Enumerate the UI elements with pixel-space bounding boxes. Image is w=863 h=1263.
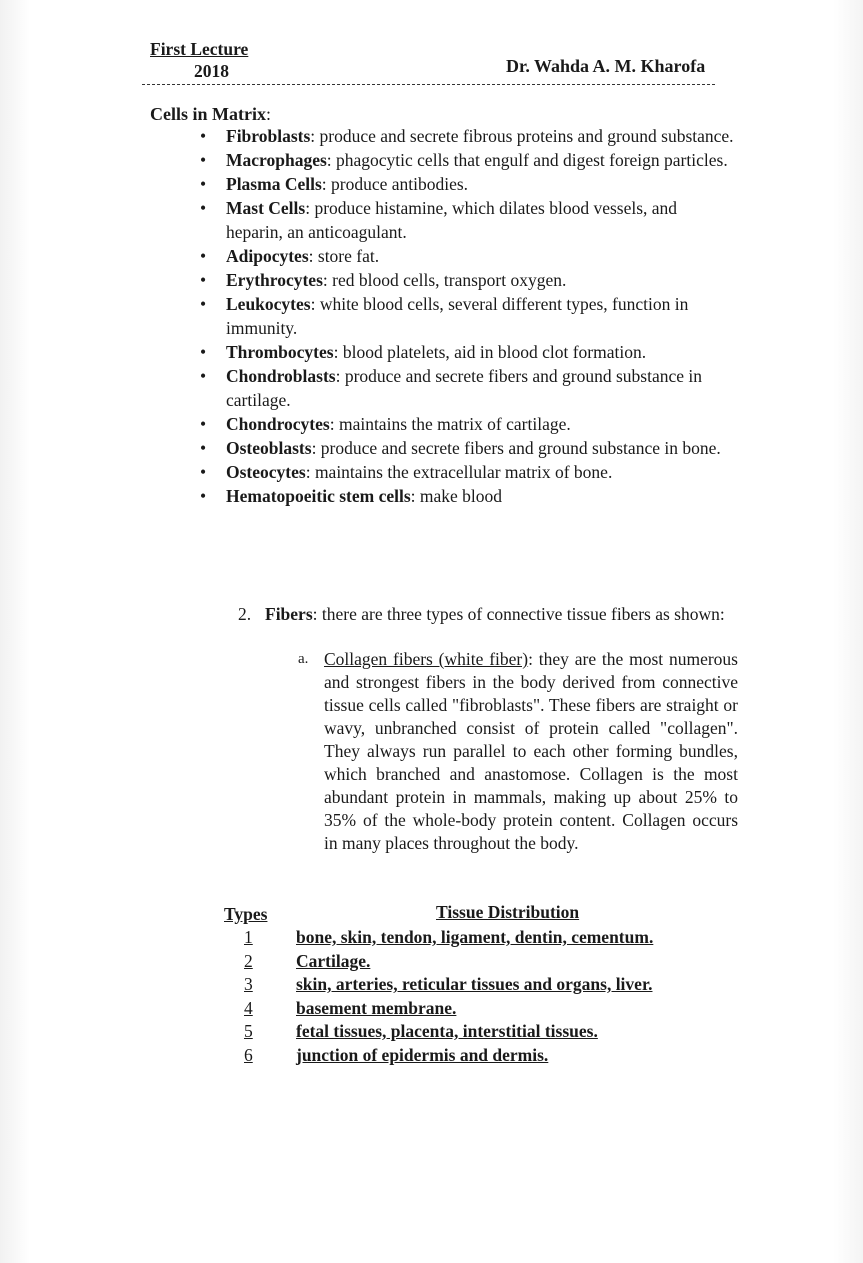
type-number: 4: [244, 997, 253, 1018]
cell-desc: : maintains the extracellular matrix of bone.: [305, 462, 613, 482]
list-item: [198, 148, 738, 172]
lecture-year: 2018: [194, 61, 229, 81]
bullet-icon: •: [200, 294, 207, 314]
type-distribution: fetal tissues, placenta, interstitial tissues.: [296, 1021, 598, 1041]
collagen-paragraph: [324, 648, 738, 855]
type-distribution: skin, arteries, reticular tissues and organs, liver.: [296, 974, 653, 994]
type-number: 6: [244, 1044, 253, 1065]
bullet-icon: •: [200, 198, 207, 218]
type-distribution: Cartilage.: [296, 950, 371, 971]
cell-desc: : produce and secrete fibers and ground substance in bone.: [311, 438, 721, 458]
bullet-icon: •: [200, 246, 207, 266]
type-distribution: bone, skin, tendon, ligament, dentin, cementum.: [296, 927, 654, 947]
distribution-column-header: Tissue Distribution: [436, 902, 580, 922]
list-item: [198, 412, 738, 436]
table-row: [240, 973, 720, 997]
cell-term: Fibroblasts: [226, 126, 311, 146]
cell-desc: : maintains the matrix of cartilage.: [329, 414, 571, 434]
cells-list: [198, 124, 738, 508]
cell-term: Mast Cells: [226, 198, 306, 218]
cell-term: Osteocytes: [226, 462, 306, 482]
list-item: [198, 364, 738, 412]
bullet-icon: •: [200, 150, 207, 170]
list-item: [198, 340, 738, 364]
bullet-icon: •: [200, 414, 207, 434]
collagen-title: Collagen fibers (white fiber): [324, 649, 529, 669]
type-number: 1: [244, 927, 253, 947]
bullet-icon: •: [200, 126, 207, 146]
table-row: [240, 1020, 720, 1044]
cell-desc: : red blood cells, transport oxygen.: [322, 270, 567, 290]
list-item: [198, 172, 738, 196]
list-item: [198, 196, 738, 244]
collagen-letter: a.: [298, 651, 309, 667]
table-row: [240, 1044, 720, 1068]
list-item: [198, 436, 738, 460]
collagen-item: [298, 648, 738, 855]
types-column-header: Types: [224, 904, 268, 924]
cell-desc: : produce and secrete fibrous proteins and ground substance.: [310, 126, 734, 146]
list-item: [198, 124, 738, 148]
lecture-title: First Lecture: [150, 39, 249, 59]
table-row: [240, 997, 720, 1021]
cell-term: Thrombocytes: [226, 342, 334, 362]
bullet-icon: •: [200, 366, 207, 386]
list-item: [198, 268, 738, 292]
cell-term: Osteoblasts: [226, 438, 312, 458]
table-row: [240, 926, 720, 950]
bullet-icon: •: [200, 486, 207, 506]
author-name: Dr. Wahda A. M. Kharofa: [506, 56, 706, 76]
cell-term: Erythrocytes: [226, 270, 323, 290]
lecture-header: [150, 38, 248, 82]
fibers-number: 2.: [238, 604, 252, 624]
cell-desc: : white blood cells, several different types, function in immunity.: [226, 294, 689, 338]
cells-heading-text: Cells in Matrix: [150, 104, 266, 124]
collagen-text: : they are the most numerous and strongest fibers in the body derived from connective tissue cells called "fibroblasts". These fibers are straight or wavy, unbranched consist of protein called "collagen". They always run parallel to each other forming bundles, which branched and anastomose. Collagen is the most abundant protein in mammals, making up about 25% to 35% of the whole-body protein content. Collagen occurs in many places throughout the body.: [324, 649, 738, 853]
table-row: [240, 950, 720, 974]
header-divider: [142, 84, 715, 85]
fibers-desc: : there are three types of connective tissue fibers as shown:: [312, 604, 725, 624]
cells-heading: [150, 104, 271, 125]
cell-desc: : phagocytic cells that engulf and digest foreign particles.: [326, 150, 728, 170]
bullet-icon: •: [200, 462, 207, 482]
type-number: 2: [244, 950, 253, 971]
cell-term: Chondroblasts: [226, 366, 336, 386]
fibers-text: [238, 603, 738, 626]
cell-term: Leukocytes: [226, 294, 311, 314]
bullet-icon: •: [200, 438, 207, 458]
cell-desc: : store fat.: [308, 246, 380, 266]
cell-term: Plasma Cells: [226, 174, 322, 194]
list-item: [198, 460, 738, 484]
cell-term: Macrophages: [226, 150, 327, 170]
cell-desc: : make blood: [410, 486, 503, 506]
cell-term: Chondrocytes: [226, 414, 330, 434]
type-number: 5: [244, 1021, 253, 1041]
type-distribution: basement membrane.: [296, 997, 457, 1018]
bullet-icon: •: [200, 174, 207, 194]
list-item: [198, 484, 738, 508]
cells-heading-colon: :: [265, 104, 271, 124]
cell-term: Adipocytes: [226, 246, 309, 266]
type-distribution: junction of epidermis and dermis.: [296, 1044, 549, 1065]
cell-term: Hematopoeitic stem cells: [226, 486, 411, 506]
cell-desc: : produce antibodies.: [321, 174, 469, 194]
bullet-icon: •: [200, 270, 207, 290]
fibers-term: Fibers: [265, 604, 313, 624]
list-item: [198, 244, 738, 268]
bullet-icon: •: [200, 342, 207, 362]
cell-desc: : blood platelets, aid in blood clot formation.: [333, 342, 647, 362]
list-item: [198, 292, 738, 340]
types-table: [240, 926, 720, 1067]
cell-desc: : produce and secrete fibers and ground substance in cartilage.: [226, 366, 702, 410]
cell-desc: : produce histamine, which dilates blood vessels, and heparin, an anticoagulant.: [226, 198, 678, 242]
type-number: 3: [244, 974, 253, 994]
fibers-item: [238, 603, 738, 626]
